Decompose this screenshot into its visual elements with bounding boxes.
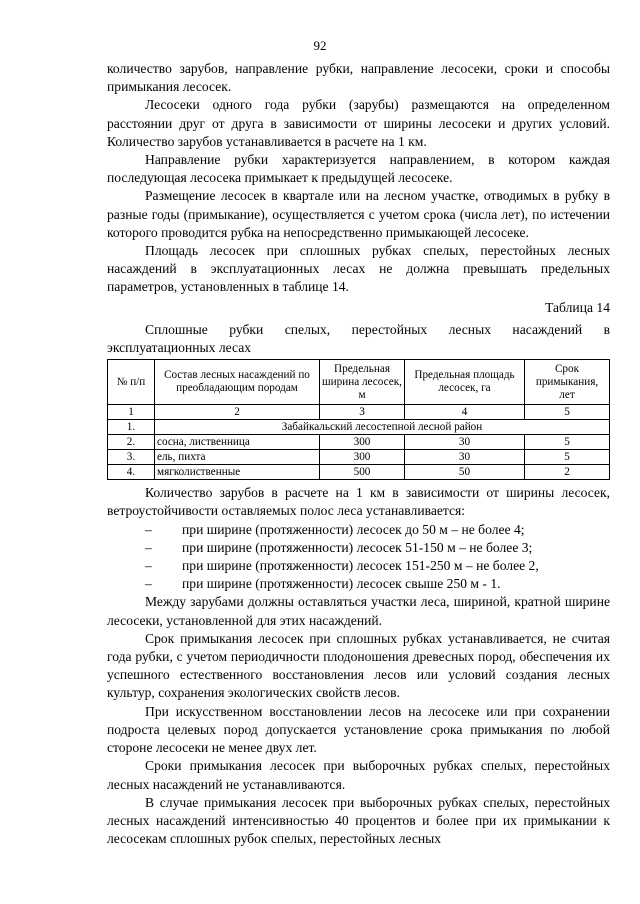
dash-marker: – — [145, 576, 152, 592]
table-cell: 500 — [320, 465, 405, 480]
dash-item-text: при ширине (протяженности) лесосек свыше 250 м - 1. — [182, 576, 501, 592]
table-cell: 5 — [525, 450, 610, 465]
table-cell: 5 — [525, 405, 610, 420]
paragraph: Размещение лесосек в квартале или на лесном участке, отводимых в рубку в разные годы (примыкание), осуществляется с учетом срока (числа лет), по истечении которого проводится рубка на непосредственно примыкающей лесосеке. — [107, 188, 610, 240]
table-header-cell: № п/п — [108, 360, 155, 405]
dash-list-item — [107, 521, 610, 539]
table-cell: 1. — [108, 420, 155, 435]
table-header-cell: Предельная площадь лесосек, га — [405, 360, 525, 405]
paragraph: В случае примыкания лесосек при выборочных рубках спелых, перестойных лесных насаждений интенсивностью 40 процентов и более при их примыкании к лесосекам сплошных рубок спелых, перестойных лесных — [107, 794, 610, 847]
table-cell: 5 — [525, 435, 610, 450]
table-cell: 30 — [405, 435, 525, 450]
paragraph: Срок примыкания лесосек при сплошных рубках устанавливается, не считая года рубки, с учетом периодичности плодоношения древесных пород, обеспечения их успешного естественного восстановления лесов или условий создания лесных культур, сохранения экологических свойств лесов. — [107, 630, 610, 701]
paragraph: количество зарубов, направление рубки, направление лесосеки, сроки и способы примыкания лесосек. — [107, 61, 610, 95]
table-row — [108, 435, 610, 450]
table-caption: Таблица 14 — [545, 299, 610, 315]
table-cell: 2. — [108, 435, 155, 450]
paragraph: Между зарубами должны оставляться участки леса, шириной, кратной ширине лесосеки, установленной для этих насаждений. — [107, 594, 610, 628]
paragraph: Лесосеки одного года рубки (зарубы) размещаются на определенном расстоянии друг от друга в зависимости от ширины лесосеки и других условий. Количество зарубов устанавливается в расчете на 1 км. — [107, 97, 610, 149]
table-title: Сплошные рубки спелых, перестойных лесных насаждений в эксплуатационных лесах — [107, 321, 610, 356]
table-cell: 2 — [525, 465, 610, 480]
paragraph: Площадь лесосек при сплошных рубках спелых, перестойных лесных насаждений в эксплуатационных лесах не должна превышать предельных параметров, установленных в таблице 14. — [107, 243, 610, 295]
dash-marker: – — [145, 558, 152, 574]
paragraph: Сроки примыкания лесосек при выборочных рубках спелых, перестойных лесных насаждений не устанавливаются. — [107, 758, 610, 792]
region-name-cell: Забайкальский лесостепной лесной район — [155, 420, 610, 435]
table-header-cell: Предельная ширина лесосек, м — [320, 360, 405, 405]
table-cell: 4. — [108, 465, 155, 480]
table-cell: мягколиственные — [155, 465, 320, 480]
table-cell: 300 — [320, 435, 405, 450]
column-number-row — [108, 405, 610, 420]
table-row — [108, 450, 610, 465]
dash-list-item — [107, 557, 610, 575]
table-row — [108, 465, 610, 480]
dash-list-item — [107, 539, 610, 557]
table-header-row — [108, 360, 610, 405]
paragraph: Направление рубки характеризуется направлением, в котором каждая последующая лесосека примыкает к предыдущей лесосеке. — [107, 152, 610, 186]
parameters-table — [107, 359, 610, 480]
table-cell: 50 — [405, 465, 525, 480]
dash-item-text: при ширине (протяженности) лесосек 151-250 м – не более 2, — [182, 558, 539, 574]
table-cell: 30 — [405, 450, 525, 465]
table-header-cell: Срок примыкания, лет — [525, 360, 610, 405]
table-header-cell: Состав лесных насаждений по преобладающим породам — [155, 360, 320, 405]
dash-item-text: при ширине (протяженности) лесосек до 50 м – не более 4; — [182, 521, 525, 537]
dash-marker: – — [145, 539, 152, 555]
table-cell: ель, пихта — [155, 450, 320, 465]
table-cell: 3. — [108, 450, 155, 465]
dash-marker: – — [145, 521, 152, 537]
table-cell: 300 — [320, 450, 405, 465]
region-row — [108, 420, 610, 435]
table-cell: 4 — [405, 405, 525, 420]
table-cell: 2 — [155, 405, 320, 420]
page-content — [107, 60, 610, 848]
page-number: 92 — [313, 38, 327, 53]
table-cell: сосна, лиственница — [155, 435, 320, 450]
paragraph: Количество зарубов в расчете на 1 км в зависимости от ширины лесосек, ветроустойчивости оставляемых полос леса устанавливается: — [107, 485, 610, 519]
paragraph: При искусственном восстановлении лесов на лесосеке или при сохранении подроста целевых пород допускается установление срока примыкания по любой стороне лесосеки не менее двух лет. — [107, 703, 610, 756]
table-cell: 1 — [108, 405, 155, 420]
dash-list-item — [107, 575, 610, 593]
table-cell: 3 — [320, 405, 405, 420]
dash-item-text: при ширине (протяженности) лесосек 51-150 м – не более 3; — [182, 539, 533, 555]
